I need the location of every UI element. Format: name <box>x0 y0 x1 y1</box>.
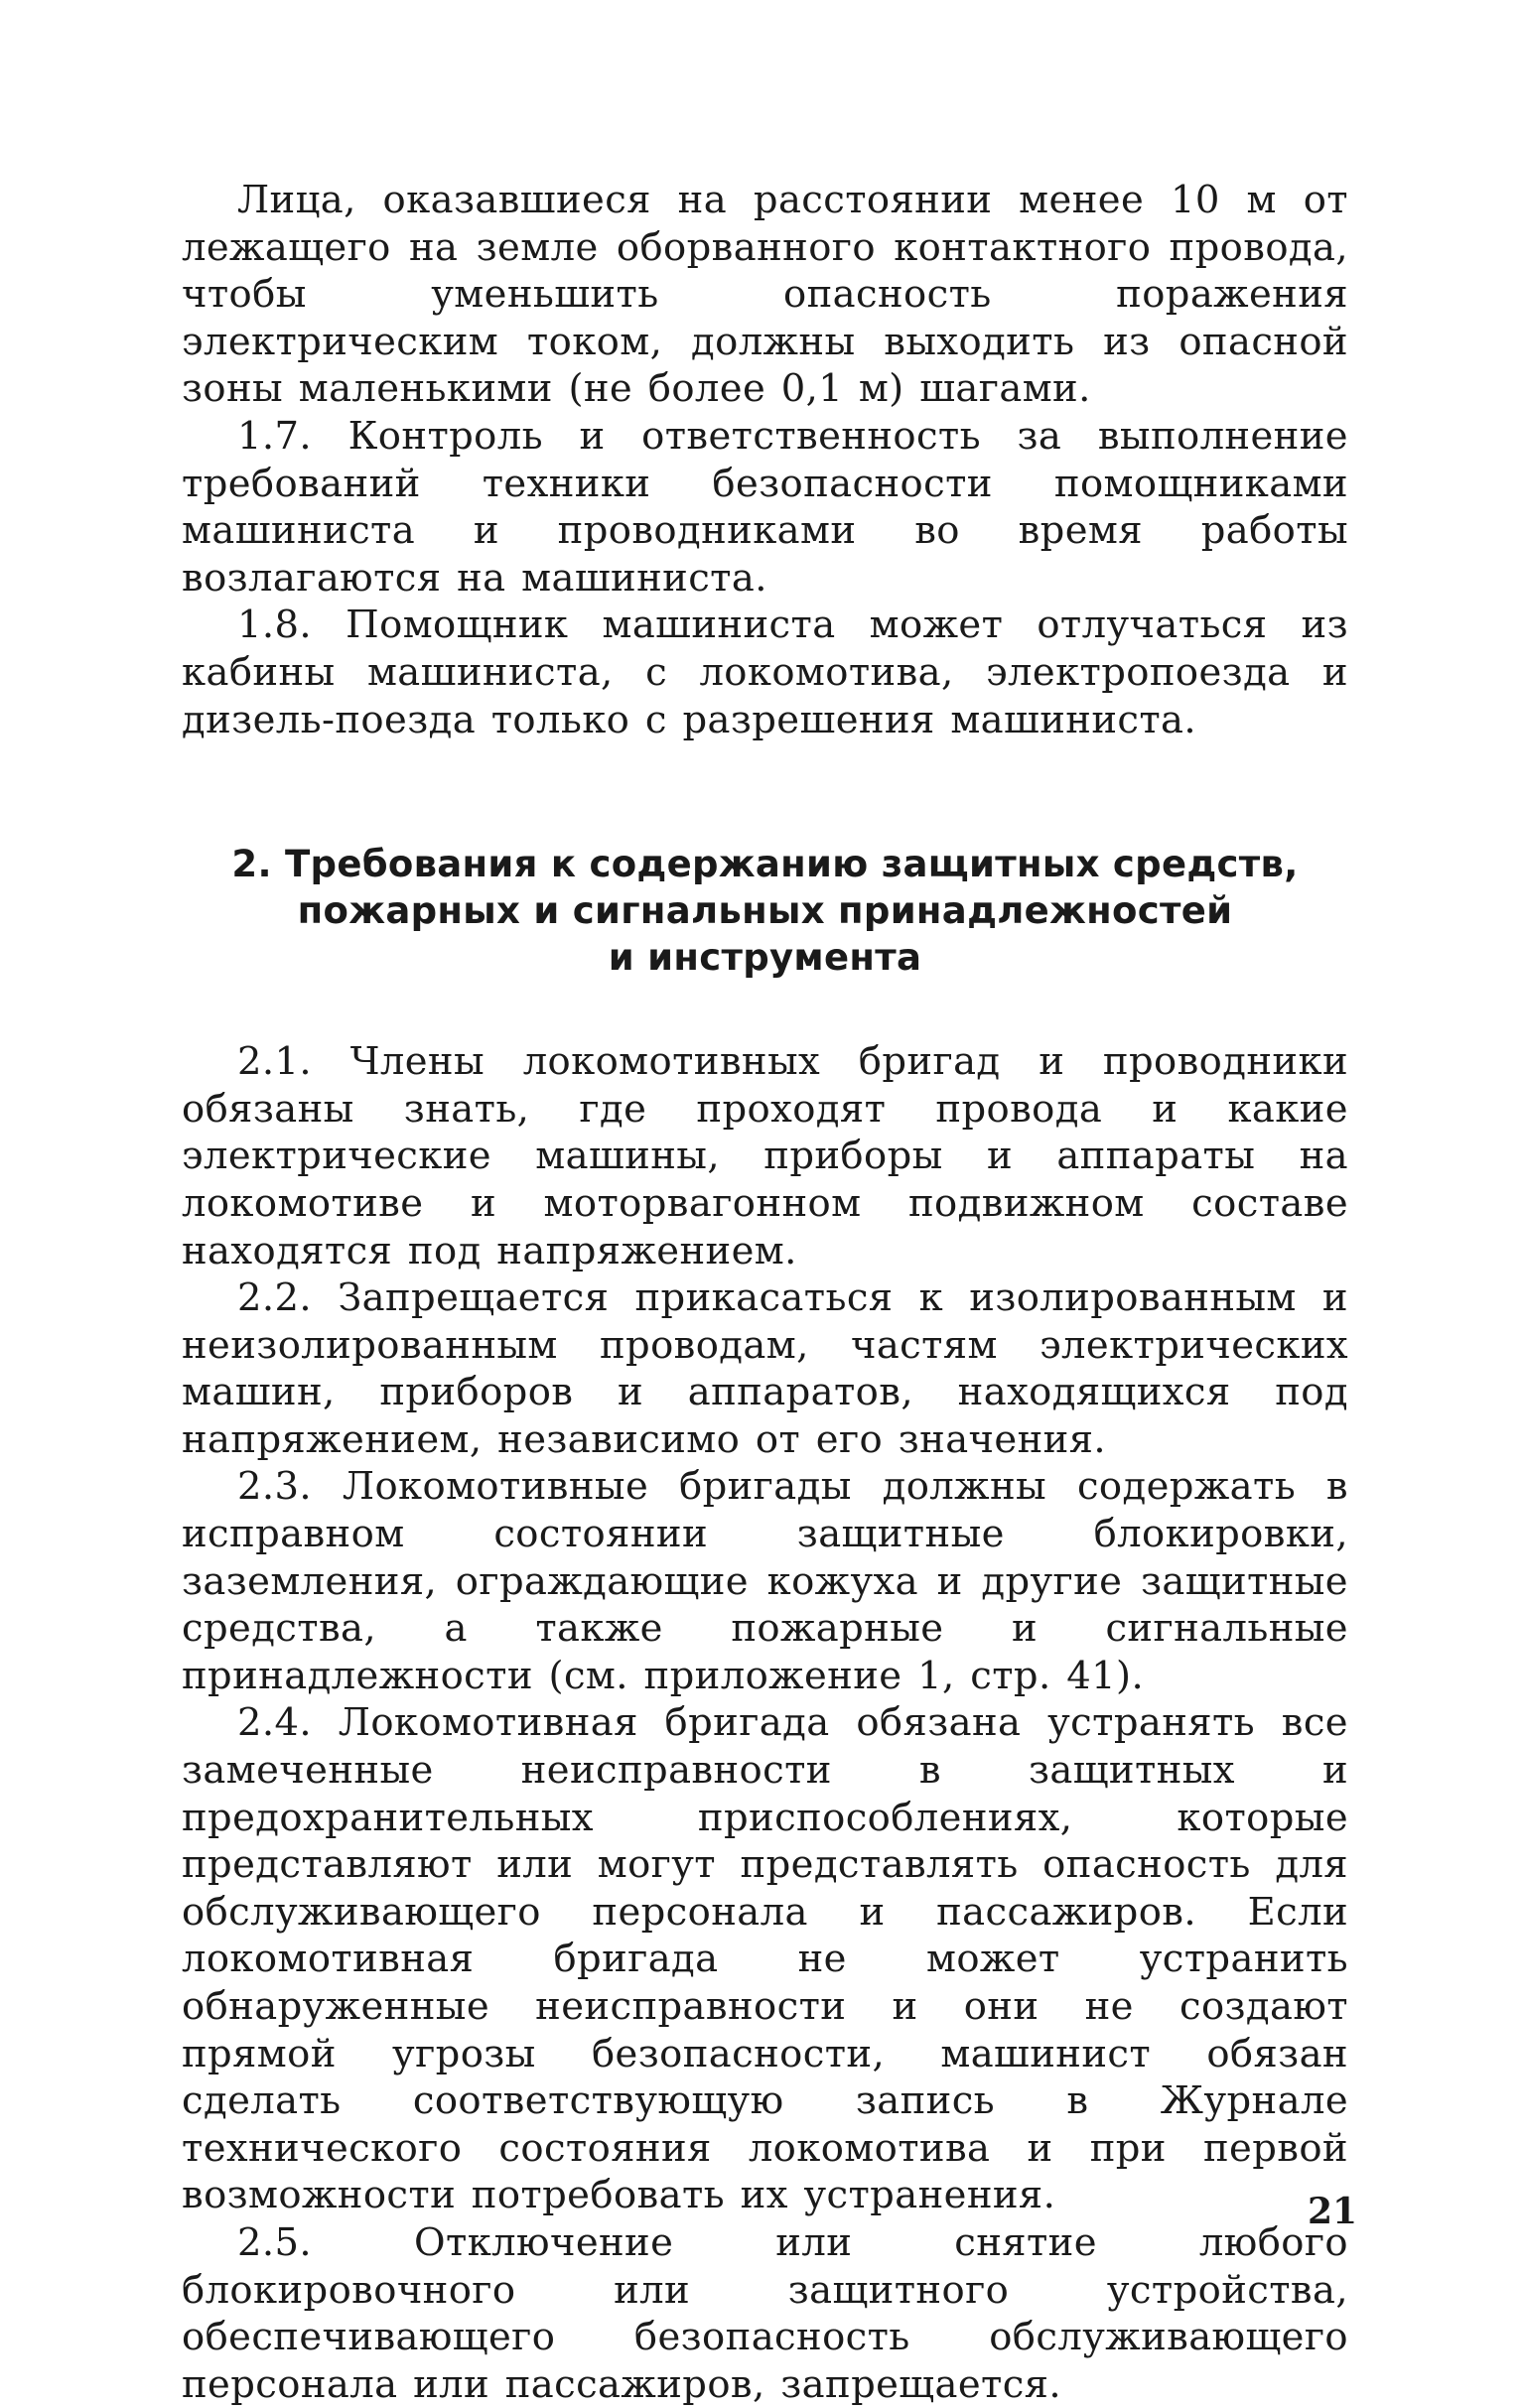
paragraph-2-4: 2.4. Локомотивная бригада обязана устранять все замеченные неисправности в защитных и предохранительных приспособлениях, которые представляют или могут представлять опасность для обслуживающего персонала и пассажиров. Если локомотивная бригада не может устранить обнаруженные неисправности и они не создают прямой угрозы безопасности, машинист обязан сделать соответствующую запись в Журнале технического состояния локомотива и при первой возможности потребовать их устранения. <box>182 1700 1348 2218</box>
paragraph-1-8: 1.8. Помощник машиниста может отлучаться из кабины машиниста, с локомотива, электропоезда и дизель-поезда только с разрешения машиниста. <box>182 602 1348 742</box>
paragraph-2-3: 2.3. Локомотивные бригады должны содержать в исправном состоянии защитные блокировки, заземления, ограждающие кожуха и другие защитные средства, а также пожарные и сигнальные принадлежности (см. приложение 1, стр. 41). <box>182 1464 1348 1698</box>
section-heading-line-3: и инструмента <box>608 936 922 980</box>
document-page <box>182 177 1348 2408</box>
section-heading-line-1: 2. Требования к содержанию защитных средств, <box>231 843 1299 886</box>
paragraph-2-2: 2.2. Запрещается прикасаться к изолированным и неизолированным проводам, частям электрических машин, приборов и аппаратов, находящихся под напряжением, независимо от его значения. <box>182 1275 1348 1462</box>
page-number: 21 <box>1308 2191 1358 2232</box>
paragraph-1-7: 1.7. Контроль и ответственность за выполнение требований техники безопасности помощниками машиниста и проводниками во время работы возлагаются на машиниста. <box>182 413 1348 601</box>
paragraph-2-1: 2.1. Члены локомотивных бригад и проводники обязаны знать, где проходят провода и какие электрические машины, приборы и аппараты на локомотиве и моторвагонном подвижном составе находятся под напряжением. <box>182 1039 1348 1273</box>
intro-paragraph-1: Лица, оказавшиеся на расстоянии менее 10 м от лежащего на земле оборванного контактного провода, чтобы уменьшить опасность поражения электрическим током, должны выходить из опасной зоны маленькими (не более 0,1 м) шагами. <box>182 178 1348 412</box>
section-heading-line-2: пожарных и сигнальных принадлежностей <box>297 889 1233 933</box>
paragraph-2-5: 2.5. Отключение или снятие любого блокировочного или защитного устройства, обеспечивающего безопасность обслуживающего персонала или пассажиров, запрещается. <box>182 2219 1348 2407</box>
section-heading <box>182 841 1348 981</box>
